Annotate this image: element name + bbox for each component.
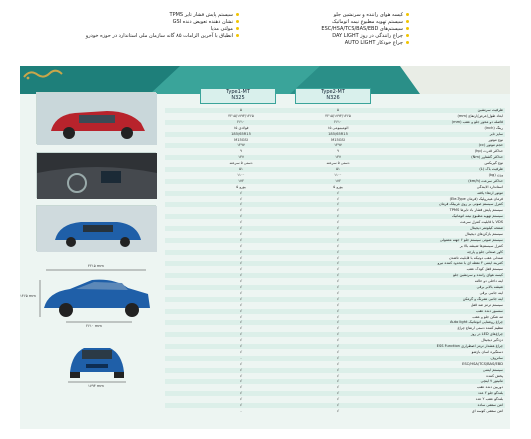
spec-label: سیستم ترمز ضد قفل <box>470 302 503 307</box>
table-row <box>165 368 505 373</box>
type2-value: √ <box>336 302 340 307</box>
feature-item: مولتی مدیا <box>99 26 239 33</box>
type1-value: ۱۱۰۰ <box>237 172 245 177</box>
type1-value: ۲۶۱۰ <box>237 119 245 124</box>
type1-value: √ <box>239 308 243 313</box>
type1-value: ۱۷۲ <box>238 178 244 183</box>
type1-value: √ <box>239 261 243 266</box>
bullet-icon <box>236 34 239 37</box>
spec-label: آینه جانبی همرنگ و گرمکن <box>462 296 503 301</box>
table-row <box>165 126 505 131</box>
table-row <box>165 362 505 367</box>
table-row <box>165 256 505 261</box>
type1-value: √ <box>239 361 243 366</box>
feature-item: سیستم پایش فشار تایر TPMS <box>99 12 239 19</box>
table-row <box>165 238 505 243</box>
spec-label: سیستم تهویه مطبوع نیمه اتوماتیک <box>451 214 503 219</box>
type2-value: √ <box>336 338 340 343</box>
type1-value: √ <box>239 214 243 219</box>
type2-value: √ <box>336 237 340 242</box>
table-row <box>165 332 505 337</box>
bullet-icon <box>236 20 239 23</box>
type1-value: √ <box>239 349 243 354</box>
column-header-type1: Type1-MT N325 <box>200 88 276 104</box>
car-interior-photo <box>36 152 156 198</box>
type2-value: √ <box>336 385 340 390</box>
type1-value: √ <box>239 226 243 230</box>
type2-value: √ <box>336 226 340 230</box>
type1-value: √ <box>239 290 243 295</box>
type1-value: √ <box>239 249 243 254</box>
table-row <box>165 138 505 143</box>
type2-value: √ <box>336 279 340 284</box>
type1-value: √ <box>239 373 243 378</box>
spec-label: ظرفیت باک (L) <box>479 167 503 171</box>
spec-label: نوع موتور <box>488 137 503 142</box>
table-row <box>165 315 505 320</box>
spec-label: وزن (kg) <box>488 172 503 177</box>
table-row <box>165 143 505 148</box>
car-front-view-icon <box>62 334 132 384</box>
table-row <box>165 155 505 160</box>
type2-value: √ <box>336 196 340 201</box>
table-row <box>165 403 505 408</box>
type1-value: √ <box>239 332 243 337</box>
type1-value: √ <box>239 243 243 248</box>
feature-item: سیستم‌های ESC/HSA/TCS/BAS/EBD <box>219 26 409 33</box>
type1-value: √ <box>239 208 243 213</box>
type2-value: √ <box>336 308 340 313</box>
bullet-icon <box>406 41 409 44</box>
table-row <box>165 226 505 231</box>
dashboard-icon <box>37 153 157 199</box>
type2-value: ۱۱۰۰ <box>334 172 342 177</box>
spec-label: حجم موتور (cc) <box>478 143 503 148</box>
type2-value: M15GSI <box>331 137 345 142</box>
table-row <box>165 250 505 255</box>
type2-value: ۱۳۷ <box>335 155 341 160</box>
table-row <box>165 208 505 213</box>
type1-value: √ <box>239 202 243 207</box>
car-side-view-icon <box>36 262 158 332</box>
table-row <box>165 214 505 219</box>
type2-value: ۱۷۲ <box>335 178 341 183</box>
type1-value: 185/65R15 <box>231 131 251 136</box>
type2-value: √ <box>336 361 340 366</box>
type1-value: ۱۴۹۷ <box>237 143 245 148</box>
table-row <box>165 167 505 172</box>
car-rear-photo <box>36 205 156 251</box>
table-row <box>165 202 505 207</box>
spec-label: صندلی عقب دوتیکه با قابلیت تاشدن <box>449 255 503 260</box>
spec-label: بلندگو جلو ۲ عدد <box>478 391 503 396</box>
brand-logo-icon <box>20 66 66 82</box>
car-front-photo <box>36 92 156 144</box>
feature-item: چراغ رانندگی در روز DAY LIGHT <box>219 33 409 40</box>
spec-label: دستگیره آسان بازشو <box>471 349 503 354</box>
type2-value: √ <box>336 285 340 289</box>
type2-value: √ <box>336 403 340 407</box>
spec-label: حداکثر قدرت (hp) <box>474 149 503 154</box>
spec-label: ابعاد طول/عرض/ارتفاع (mm) <box>457 113 503 118</box>
spec-label: چراغ روشنایی اتوماتیک Auto light <box>449 320 503 325</box>
spec-label: استاندارد آلایندگی <box>476 184 503 189</box>
table-row <box>165 273 505 278</box>
spec-label: آنتن سقفی کوسه ای <box>471 408 503 413</box>
table-row <box>165 303 505 308</box>
spec-label: کنترل سیستم‌ها شیشه بالا بر <box>459 243 503 248</box>
spec-label: نوع گیربکس <box>484 161 503 166</box>
type2-value: √ <box>336 408 340 413</box>
spec-label: آینه داخلی دو حالته <box>474 279 503 284</box>
type2-value: ۱۵ آلومینیومی <box>327 125 349 130</box>
bullet-icon <box>406 13 409 16</box>
spec-label: تنظیم کننده دستی ارتفاع چراغ <box>457 326 503 331</box>
spec-label: سیستم بازکن‌های دیجیتال <box>465 231 503 236</box>
table-row <box>165 149 505 154</box>
type1-value: ۵ <box>240 108 242 112</box>
spec-label: سیستم ایمنی <box>482 367 503 372</box>
table-row <box>165 320 505 325</box>
type2-value: ۵۱ <box>336 167 340 171</box>
table-row <box>165 232 505 237</box>
type2-value: ۴۲۱۵/۱۷۹۳/۱۴۶۵ <box>325 113 351 118</box>
type2-value: 185/65R15 <box>328 131 348 136</box>
table-row <box>165 132 505 137</box>
spec-label: کیسه هوای راننده و سرنشین جلو <box>453 273 503 278</box>
type1-value: ۱۵ فولادی <box>233 125 249 130</box>
column-header-type2: Type2-MT N326 <box>295 88 371 104</box>
spec-label: دزدگیر دیجیتال <box>481 338 503 343</box>
bullet-icon <box>406 20 409 23</box>
table-row <box>165 285 505 290</box>
spec-label: دوربین دنده عقب <box>476 385 503 390</box>
table-row <box>165 291 505 296</box>
type2-value: √ <box>336 344 340 348</box>
spec-label: سیستم قفل کودک عقب <box>466 267 503 272</box>
type2-value: دستی ۵ سرعته <box>326 161 350 166</box>
spec-label: رینگ (inch) <box>484 125 503 130</box>
table-row <box>165 309 505 314</box>
table-row <box>165 279 505 284</box>
spec-label: پخش کننده <box>486 373 503 378</box>
type1-value: M15GSI <box>234 137 248 142</box>
spec-label: مانیتور ۷ اینچی <box>480 379 503 384</box>
blue-car-rear-icon <box>37 206 157 252</box>
table-row <box>165 297 505 302</box>
type1-value: √ <box>239 379 243 384</box>
spec-label: سانروف <box>490 355 503 360</box>
type2-value: √ <box>336 208 340 213</box>
bullet-icon <box>236 27 239 30</box>
spec-label: سیستم پایش فشار باد تایرها TPMS <box>449 208 503 213</box>
type1-value: √ <box>239 279 243 284</box>
table-row <box>165 326 505 331</box>
type1-value: √ <box>239 403 243 407</box>
type1-value: √ <box>239 190 243 195</box>
table-row <box>165 374 505 379</box>
spec-label: سیستم صوتی سیستم جلو ۶ جهته معمولی <box>439 237 503 242</box>
type2-value: √ <box>336 373 340 378</box>
type2-value: ۲۶۱۰ <box>334 119 342 124</box>
type2-value: √ <box>336 326 340 331</box>
type1-value: √ <box>239 344 243 348</box>
type1-value: - <box>240 355 242 360</box>
feature-item: کیسه هوای راننده و سرنشین جلو <box>219 12 409 19</box>
bullet-icon <box>236 13 239 16</box>
spec-label: ظرفیت سرنشین <box>477 108 503 112</box>
table-row <box>165 197 505 202</box>
type2-value: √ <box>336 320 340 325</box>
type1-value: ۵۱ <box>239 167 243 171</box>
type1-value: √ <box>239 231 243 236</box>
type2-value: √ <box>336 349 340 354</box>
table-row <box>165 173 505 178</box>
spec-label: بلندگو عقب ۲ عدد <box>475 397 503 402</box>
table-row <box>165 108 505 113</box>
type1-value: √ <box>239 320 243 325</box>
table-row <box>165 267 505 272</box>
type1-value: ۹ <box>240 149 242 154</box>
type2-value: √ <box>336 214 340 219</box>
feature-item: سیستم تهویه مطبوع نیمه اتوماتیک <box>219 19 409 26</box>
type1-value: √ <box>239 314 243 319</box>
type1-value: √ <box>239 220 243 225</box>
table-row <box>165 379 505 384</box>
bullet-icon <box>406 27 409 30</box>
table-row <box>165 350 505 355</box>
spec-label: چراغ هشدار ترمز اضطراری ESS Function <box>436 344 503 348</box>
type1-value: - <box>240 408 242 413</box>
type2-value: √ <box>336 273 340 278</box>
type2-value: √ <box>336 220 340 225</box>
table-row <box>165 114 505 119</box>
type1-value: دستی ۵ سرعته <box>229 161 253 166</box>
type1-value: √ <box>239 196 243 201</box>
type2-value: √ <box>336 296 340 301</box>
spec-label: سنسور دنده عقب <box>475 308 503 313</box>
spec-label: مه شکن جلو و عقب <box>472 314 503 319</box>
spec-label: آینه جانبی برقی <box>479 290 503 295</box>
table-row <box>165 391 505 396</box>
table-row <box>165 356 505 361</box>
table-row <box>165 244 505 249</box>
type2-value: √ <box>336 355 340 360</box>
type2-value: √ <box>336 249 340 254</box>
type2-value: ۱۴۹۷ <box>334 143 342 148</box>
bullet-icon <box>406 34 409 37</box>
spec-label: موتور ارتقاء یافته <box>477 190 503 195</box>
type1-value: √ <box>239 267 243 272</box>
table-row <box>165 344 505 349</box>
table-row <box>165 220 505 225</box>
type1-value: √ <box>239 385 243 390</box>
type1-value: √ <box>239 296 243 301</box>
type1-value: یورو ۵ <box>236 184 246 189</box>
spec-label: حداکثر گشتاور (Nm) <box>471 155 503 160</box>
type2-value: √ <box>336 391 340 396</box>
features-left-list <box>85 12 239 40</box>
length-dimension: ۴۲۱۵ mm <box>88 264 104 268</box>
features-right-list <box>219 12 409 47</box>
type2-value: √ <box>336 290 340 295</box>
type2-value: √ <box>336 367 340 372</box>
spec-label: کنترل سیستم صوتی بر روی غربیلک فرمان <box>439 202 503 207</box>
type2-value: √ <box>336 202 340 207</box>
type2-value: √ <box>336 314 340 319</box>
wheelbase-dimension: ۲۶۱۰ mm <box>86 324 102 328</box>
width-dimension: ۱۷۹۳ mm <box>88 384 104 388</box>
type2-value: √ <box>336 379 340 384</box>
feature-item: چراغ خودکار AUTO LIGHT <box>219 40 409 47</box>
type2-value: √ <box>336 332 340 337</box>
type1-value: ۴۲۱۵/۱۷۹۳/۱۴۶۵ <box>228 113 254 118</box>
table-row <box>165 191 505 196</box>
spec-label: حداکثر سرعت (km/h) <box>468 178 503 183</box>
type1-value: √ <box>239 302 243 307</box>
spec-label: آنتن سقفی ساده <box>477 403 503 407</box>
type1-value: √ <box>239 391 243 396</box>
table-row <box>165 185 505 190</box>
type1-value: √ <box>239 338 243 343</box>
type2-value: √ <box>336 261 340 266</box>
type2-value: √ <box>336 255 340 260</box>
feature-item: انطباق با آخرین الزامات ۸۵ گانه سازمان ملی استاندارد در حوزه خودرو <box>99 33 239 40</box>
type1-value: √ <box>239 273 243 278</box>
table-row <box>165 385 505 390</box>
type2-value: √ <box>336 243 340 248</box>
type1-value: √ <box>239 326 243 331</box>
type2-value: ۹ <box>337 149 339 154</box>
spec-label: فرمان هیدرولیک (فرمان Ele-Type) <box>449 196 503 201</box>
spec-label: ESC/HSA/TCS/BAS/EBD <box>462 361 503 366</box>
spec-label: کاور صندلی جلو و پارچه <box>467 249 503 254</box>
red-car-icon <box>37 93 157 145</box>
type2-value: √ <box>336 397 340 402</box>
type2-value: یورو ۵ <box>333 184 343 189</box>
table-row <box>165 179 505 184</box>
table-row <box>165 161 505 166</box>
table-row <box>165 397 505 402</box>
table-row <box>165 261 505 266</box>
height-dimension: ۱۴۶۵ mm <box>20 294 36 298</box>
type2-value: √ <box>336 267 340 272</box>
table-row <box>165 409 505 414</box>
type1-value: ۱۳۷ <box>238 155 244 160</box>
spec-label: صفحه کیلومتر دیجیتال <box>469 226 503 230</box>
feature-item: نشان دهنده تعویض دنده GSI <box>99 19 239 26</box>
type2-value: √ <box>336 231 340 236</box>
type1-value: √ <box>239 397 243 402</box>
table-row <box>165 338 505 343</box>
type1-value: √ <box>239 367 243 372</box>
spec-table <box>165 108 505 422</box>
spec-label: چراغ‌های LED در روز <box>470 332 503 337</box>
spec-label: کمربند ایمنی ۳ نقطه ای با محدود کننده نیرو <box>437 261 503 266</box>
spec-label: سایز تایر <box>489 131 503 136</box>
type2-value: ۵ <box>337 108 339 112</box>
table-row <box>165 120 505 125</box>
spec-label: فاصله دو محور جلو و عقب (mm) <box>451 119 503 124</box>
type1-value: √ <box>239 255 243 260</box>
spec-label: VDS با قابلیت کنترل سرعت <box>460 220 503 225</box>
type2-value: √ <box>336 190 340 195</box>
type1-value: √ <box>239 285 243 289</box>
type1-value: √ <box>239 237 243 242</box>
spec-label: شیشه بالابر برقی <box>476 285 503 289</box>
